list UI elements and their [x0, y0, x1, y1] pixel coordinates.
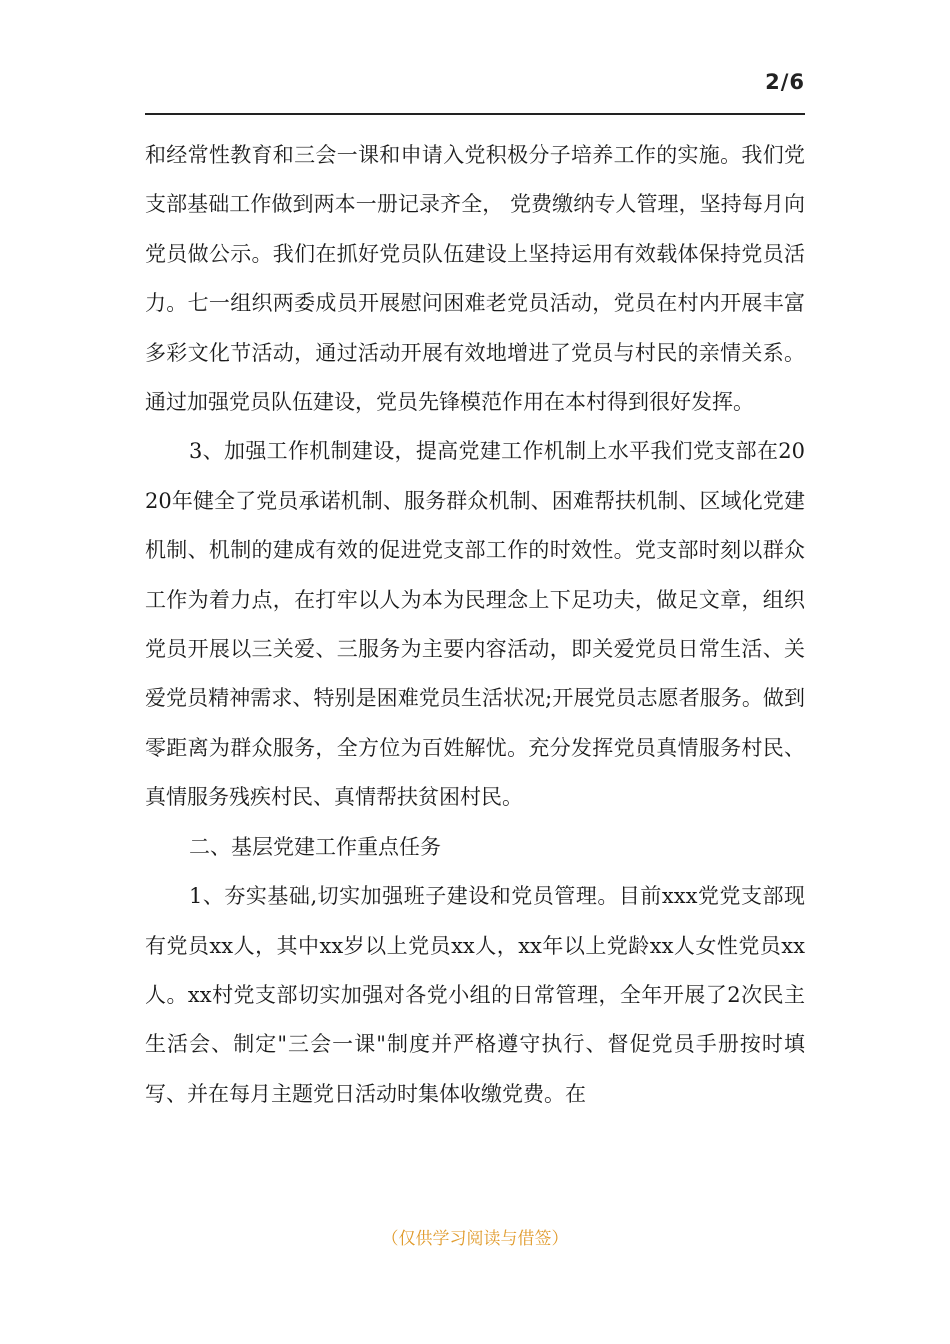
paragraph-work-mechanism: 3、加强工作机制建设，提高党建工作机制上水平我们党支部在2020年健全了党员承诺机制、服务群众机制、困难帮扶机制、区域化党建机制、机制的建成有效的促进党支部工作的时效性。党支部时刻以群众工作为着力点，在打牢以人为本为民理念上下足功夫，做足文章，组织党员开展以三关爱、三服务为主要内容活动，即关爱党员日常生活、关爱党员精神需求、特别是困难党员生活状况;开展党员志愿者服务。做到零距离为群众服务，全方位为百姓解忧。充分发挥党员真情服务村民、真情服务残疾村民、真情帮扶贫困村民。	[145, 439, 805, 810]
section-heading-key-tasks: 二、基层党建工作重点任务	[189, 834, 441, 859]
paragraph-team-building: 1、夯实基础,切实加强班子建设和党员管理。目前xxx党党支部现有党员xx人，其中xx岁以上党员xx人，xx年以上党龄xx人女性党员xx人。xx村党支部切实加强对各党小组的日常管理，全年开展了2次民主生活会、制定"三会一课"制度并严格遵守执行、督促党员手册按时填写、并在每月主题党日活动时集体收缴党费。在	[145, 884, 805, 1106]
footer-note: （仅供学习阅读与借签）	[381, 1229, 569, 1249]
paragraph-continuation: 和经常性教育和三会一课和申请入党积极分子培养工作的实施。我们党支部基础工作做到两本一册记录齐全， 党费缴纳专人管理，坚持每月向党员做公示。我们在抓好党员队伍建设上坚持运用有效载体保持党员活力。七一组织两委成员开展慰问困难老党员活动，党员在村内开展丰富多彩文化节活动，通过活动开展有效地增进了党员与村民的亲情关系。通过加强党员队伍建设，党员先锋模范作用在本村得到很好发挥。	[145, 143, 805, 415]
document-body	[145, 131, 805, 1119]
header-divider	[145, 113, 805, 115]
page-number: 2/6	[765, 70, 805, 94]
